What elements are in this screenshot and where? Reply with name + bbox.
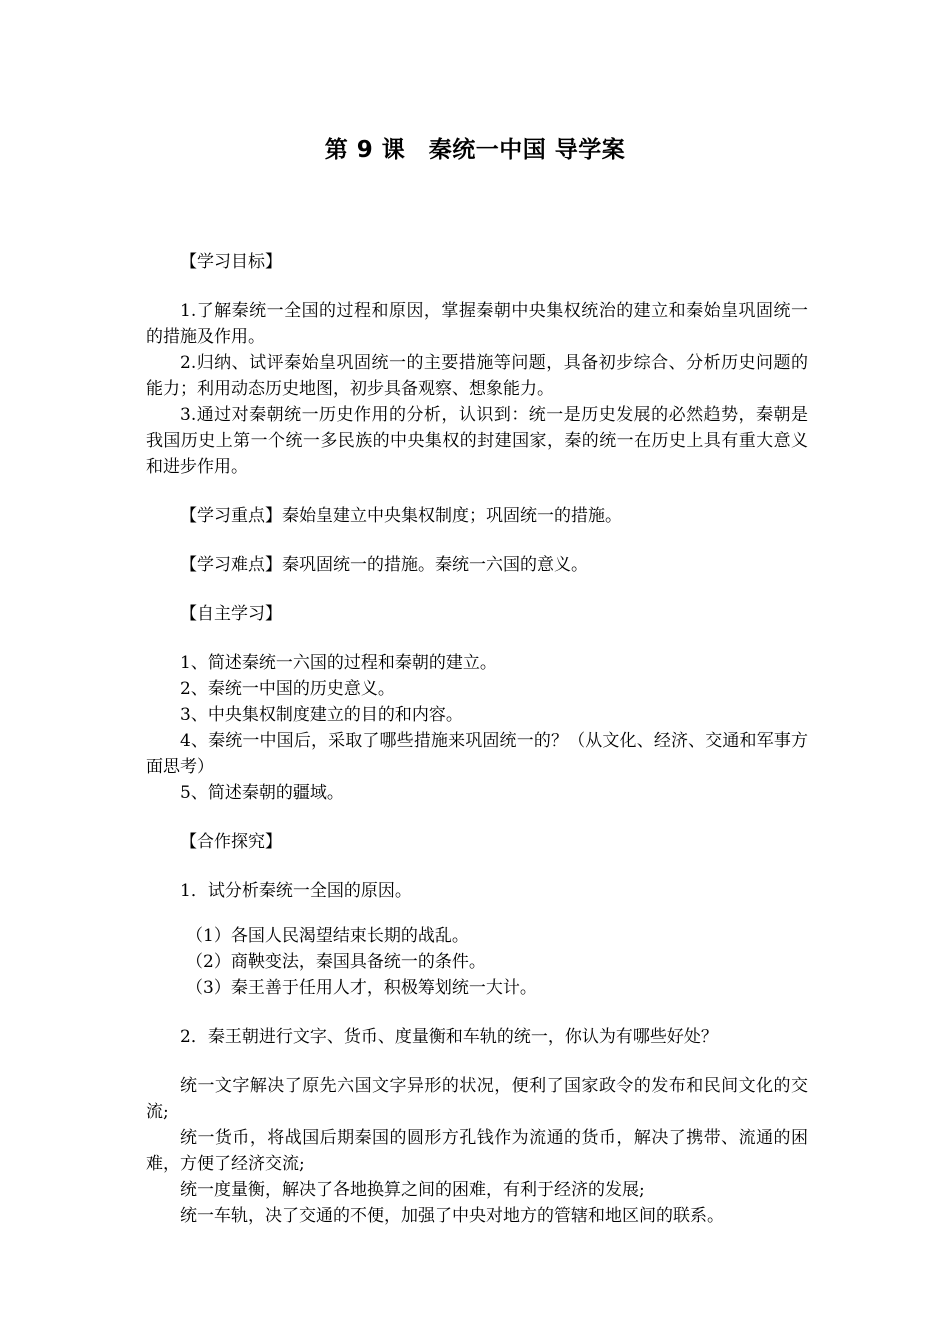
answer-item: 统一文字解决了原先六国文字异形的状况，便利了国家政令的发布和民间文化的交流; (146, 1076, 808, 1122)
cooperation-question-2: 2．秦王朝进行文字、货币、度量衡和车轨的统一，你认为有哪些好处？ (180, 1027, 718, 1047)
answer-item: 统一度量衡，解决了各地换算之间的困难，有利于经济的发展; (180, 1180, 645, 1200)
self-study-item: 2、秦统一中国的历史意义。 (180, 679, 395, 699)
answer-item: （1）各国人民渴望结束长期的战乱。 (186, 926, 469, 946)
document-body (146, 249, 808, 1229)
section-heading-objectives: 【学习目标】 (180, 252, 282, 272)
section-difficulty: 【学习难点】秦巩固统一的措施。秦统一六国的意义。 (180, 555, 588, 575)
answer-item: （3）秦王善于任用人才，积极筹划统一大计。 (186, 978, 537, 998)
cooperation-question-1: 1．试分析秦统一全国的原因。 (180, 881, 412, 901)
objective-item: 1.了解秦统一全国的过程和原因，掌握秦朝中央集权统治的建立和秦始皇巩固统一的措施及作用。 (146, 301, 808, 347)
objective-item: 2.归纳、试评秦始皇巩固统一的主要措施等问题，具备初步综合、分析历史问题的能力；利用动态历史地图，初步具备观察、想象能力。 (146, 353, 808, 399)
section-heading-self-study: 【自主学习】 (180, 604, 282, 624)
answer-item: （2）商鞅变法，秦国具备统一的条件。 (186, 952, 486, 972)
self-study-item: 5、简述秦朝的疆域。 (180, 783, 344, 803)
page-title: 第 9 课 秦统一中国 导学案 (324, 137, 626, 163)
self-study-item: 3、中央集权制度建立的目的和内容。 (180, 705, 463, 725)
self-study-item: 1、简述秦统一六国的过程和秦朝的建立。 (180, 653, 497, 673)
answer-item: 统一车轨，决了交通的不便，加强了中央对地方的管辖和地区间的联系。 (180, 1206, 724, 1226)
self-study-item: 4、秦统一中国后，采取了哪些措施来巩固统一的？（从文化、经济、交通和军事方面思考） (146, 731, 808, 777)
objective-item: 3.通过对秦朝统一历史作用的分析，认识到：统一是历史发展的必然趋势，秦朝是我国历史上第一个统一多民族的中央集权的封建国家，秦的统一在历史上具有重大意义和进步作用。 (146, 405, 808, 477)
answer-item: 统一货币，将战国后期秦国的圆形方孔钱作为流通的货币，解决了携带、流通的困难，方便了经济交流; (146, 1128, 808, 1174)
section-heading-cooperation: 【合作探究】 (180, 832, 282, 852)
section-key-point: 【学习重点】秦始皇建立中央集权制度；巩固统一的措施。 (180, 506, 622, 526)
